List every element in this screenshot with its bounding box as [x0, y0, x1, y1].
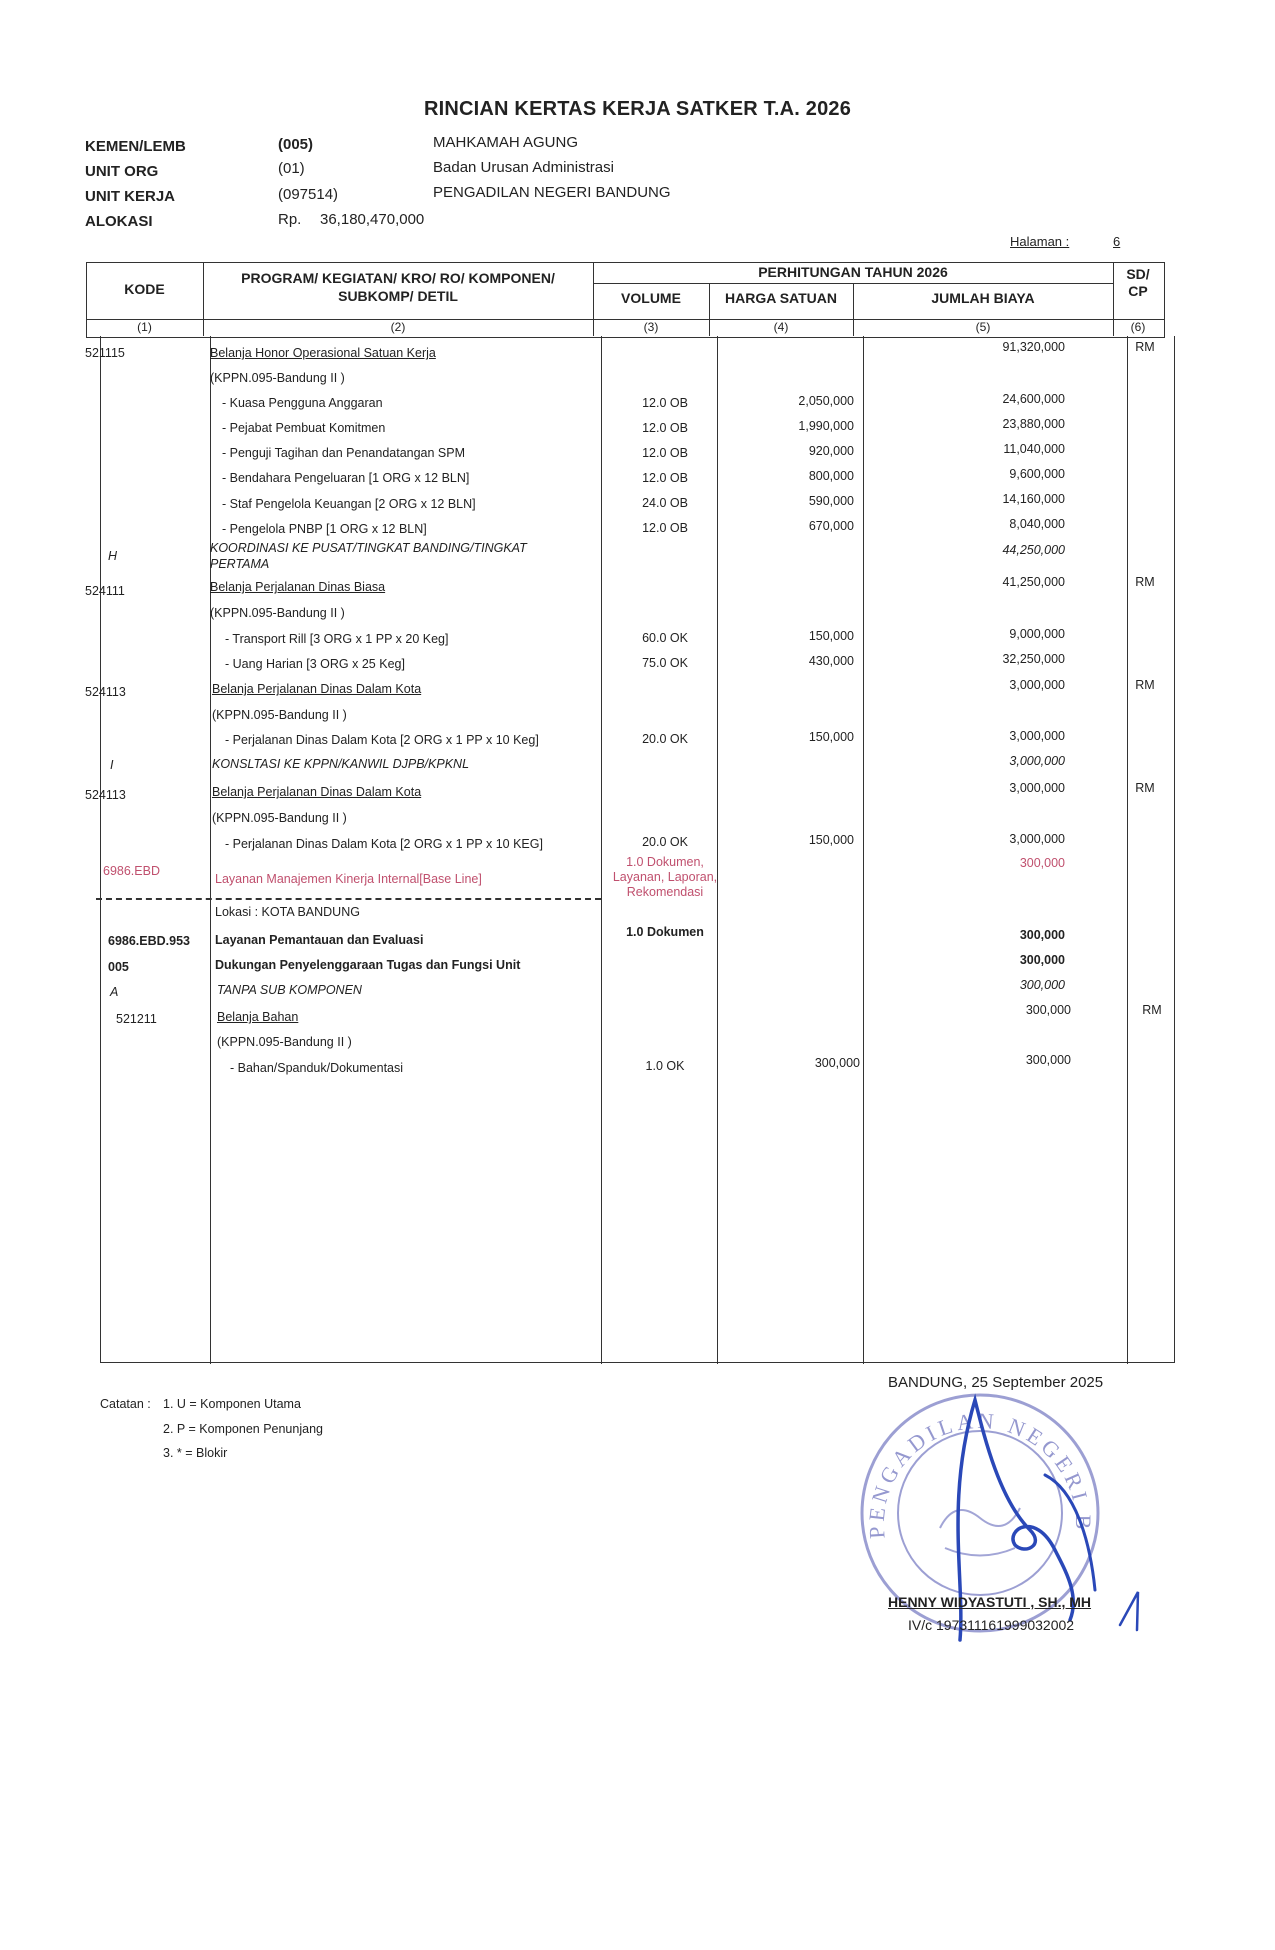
note-item-1: 1. U = Komponen Utama [163, 1397, 301, 1411]
col-number-5: (5) [975, 320, 991, 334]
signer-name: HENNY WIDYASTUTI , SH., MH [888, 1594, 1092, 1610]
row-5-vol: 12.0 OB [642, 446, 688, 460]
row-1-code: 521115 [85, 346, 125, 360]
row-21-total: 300,000 [1019, 856, 1065, 870]
row-28-vol: 1.0 OK [645, 1059, 685, 1073]
row-9-total: 44,250,000 [1002, 543, 1065, 557]
row-26-sd: RM [1142, 1003, 1162, 1017]
row-11-desc: (KPPN.095-Bandung II ) [210, 606, 345, 620]
row-9-desc: KOORDINASI KE PUSAT/TINGKAT BANDING/TINGKAT [210, 541, 527, 555]
row-4-vol: 12.0 OB [642, 421, 688, 435]
unit-kerja-value: PENGADILAN NEGERI BANDUNG [433, 184, 671, 201]
row-8-vol: 12.0 OB [642, 521, 688, 535]
row-17-total: 3,000,000 [1009, 754, 1065, 768]
col-harga-header: HARGA SATUAN [725, 290, 837, 306]
row-21-vol: 1.0 Dokumen, [626, 855, 704, 869]
row-3-total: 24,600,000 [1002, 392, 1065, 406]
row-5-desc: - Penguji Tagihan dan Penandatangan SPM [222, 446, 466, 460]
row-25-code: A [110, 985, 119, 999]
row-20-price: 150,000 [808, 833, 854, 847]
row-3-price: 2,050,000 [798, 394, 854, 408]
kemen-label: KEMEN/LEMB [85, 138, 186, 155]
col-program-header-2: SUBKOMP/ DETIL [338, 288, 458, 304]
alokasi-label: ALOKASI [85, 213, 153, 230]
row-23-code: 6986.EBD.953 [108, 934, 191, 948]
row-13-vol: 75.0 OK [642, 656, 688, 670]
row-7-desc: - Staf Pengelola Keuangan [2 ORG x 12 BLN] [222, 497, 476, 511]
row-27-desc: (KPPN.095-Bandung II ) [217, 1035, 352, 1049]
row-16-price: 150,000 [808, 730, 854, 744]
halaman-label: Halaman : [1010, 234, 1070, 249]
row-18-total: 3,000,000 [1009, 781, 1065, 795]
row-18-code: 524113 [85, 788, 126, 802]
row-14-total: 3,000,000 [1009, 678, 1065, 692]
row-7-price: 590,000 [808, 494, 854, 508]
row-6-price: 800,000 [808, 469, 854, 483]
row-21-code: 6986.EBD [103, 864, 160, 878]
row-10-sd: RM [1135, 575, 1155, 589]
row-5-total: 11,040,000 [1003, 442, 1065, 456]
row-12-price: 150,000 [808, 629, 854, 643]
row-17-code: I [110, 758, 114, 772]
unit-kerja-label: UNIT KERJA [85, 188, 176, 205]
col-perhitungan-header: PERHITUNGAN TAHUN 2026 [758, 264, 948, 280]
row-6-vol: 12.0 OB [642, 471, 688, 485]
row-8-total: 8,040,000 [1009, 517, 1065, 531]
col-jumlah-header: JUMLAH BIAYA [931, 290, 1035, 306]
row-3-vol: 12.0 OB [642, 396, 688, 410]
row-20-total: 3,000,000 [1009, 832, 1065, 846]
row-16-desc: - Perjalanan Dinas Dalam Kota [2 ORG x 1 PP x 10 Keg] [225, 733, 539, 747]
row-20-vol: 20.0 OK [642, 835, 688, 849]
unit-kerja-code: (097514) [278, 186, 339, 203]
col-number-6: (6) [1130, 320, 1146, 334]
row-3-desc: - Kuasa Pengguna Anggaran [222, 396, 383, 410]
row-16-vol: 20.0 OK [642, 732, 688, 746]
row-12-desc: - Transport Rill [3 ORG x 1 PP x 20 Keg] [225, 632, 449, 646]
row-2-desc: (KPPN.095-Bandung II ) [210, 371, 345, 385]
col-sd-header-1: SD/ [1126, 266, 1150, 282]
row-20-desc: - Perjalanan Dinas Dalam Kota [2 ORG x 1 PP x 10 KEG] [225, 837, 543, 851]
unit-org-label: UNIT ORG [85, 163, 159, 180]
kemen-value: MAHKAMAH AGUNG [433, 134, 579, 151]
col-number-1: (1) [137, 320, 152, 334]
row-4-desc: - Pejabat Pembuat Komitmen [222, 421, 386, 435]
row-26-code: 521211 [116, 1012, 157, 1026]
row-9-desc-2: PERTAMA [210, 557, 270, 571]
row-14-desc: Belanja Perjalanan Dinas Dalam Kota [212, 682, 422, 696]
col-program-header-1: PROGRAM/ KEGIATAN/ KRO/ RO/ KOMPONEN/ [241, 270, 555, 286]
row-6-desc: - Bendahara Pengeluaran [1 ORG x 12 BLN] [222, 471, 470, 485]
halaman-value: 6 [1113, 234, 1121, 249]
row-23-total: 300,000 [1019, 928, 1065, 942]
row-18-desc: Belanja Perjalanan Dinas Dalam Kota [212, 785, 422, 799]
row-28-total: 300,000 [1025, 1053, 1071, 1067]
section-separator [96, 898, 601, 900]
row-10-code: 524111 [85, 584, 125, 598]
row-1-sd: RM [1135, 340, 1155, 354]
unit-org-value: Badan Urusan Administrasi [433, 159, 614, 176]
row-4-total: 23,880,000 [1002, 417, 1065, 431]
row-26-total: 300,000 [1025, 1003, 1071, 1017]
alokasi-code: Rp. [278, 211, 302, 228]
row-21-vol-3: Rekomendasi [626, 885, 704, 899]
row-8-desc: - Pengelola PNBP [1 ORG x 12 BLN] [222, 522, 427, 536]
row-13-total: 32,250,000 [1002, 652, 1065, 666]
row-13-price: 430,000 [808, 654, 854, 668]
notes-label: Catatan : [100, 1397, 151, 1411]
row-10-desc: Belanja Perjalanan Dinas Biasa [210, 580, 386, 594]
row-16-total: 3,000,000 [1009, 729, 1065, 743]
row-4-price: 1,990,000 [798, 419, 854, 433]
unit-org-code: (01) [278, 160, 305, 177]
place-date: BANDUNG, 25 September 2025 [888, 1374, 1104, 1391]
signer-nip: IV/c 197311161999032002 [908, 1617, 1075, 1633]
row-19-desc: (KPPN.095-Bandung II ) [212, 811, 347, 825]
row-7-total: 14,160,000 [1002, 492, 1065, 506]
row-25-desc: TANPA SUB KOMPONEN [217, 983, 362, 997]
row-7-vol: 24.0 OB [642, 496, 688, 510]
alokasi-value: 36,180,470,000 [320, 211, 425, 228]
row-18-sd: RM [1135, 781, 1155, 795]
row-21-desc: Layanan Manajemen Kinerja Internal[Base Line] [215, 872, 482, 886]
row-5-price: 920,000 [808, 444, 854, 458]
row-12-vol: 60.0 OK [642, 631, 688, 645]
row-10-total: 41,250,000 [1002, 575, 1065, 589]
row-22-desc: Lokasi : KOTA BANDUNG [215, 905, 360, 919]
row-26-desc: Belanja Bahan [217, 1010, 299, 1024]
row-6-total: 9,600,000 [1009, 467, 1065, 481]
row-14-sd: RM [1135, 678, 1155, 692]
col-number-2: (2) [390, 320, 406, 334]
row-23-vol: 1.0 Dokumen [626, 925, 704, 939]
stamp-text: PENGADILAN NEGERI B [863, 1407, 1097, 1540]
row-23-desc: Layanan Pemantauan dan Evaluasi [215, 933, 424, 947]
col-number-3: (3) [643, 320, 659, 334]
row-12-total: 9,000,000 [1009, 627, 1065, 641]
row-9-code: H [108, 549, 118, 563]
row-8-price: 670,000 [808, 519, 854, 533]
document-title: RINCIAN KERTAS KERJA SATKER T.A. 2026 [423, 98, 852, 120]
col-volume-header: VOLUME [621, 290, 681, 306]
row-21-vol-2: Layanan, Laporan, [612, 870, 718, 884]
row-1-total: 91,320,000 [1002, 340, 1065, 354]
row-24-desc: Dukungan Penyelenggaraan Tugas dan Fungsi Unit [215, 958, 521, 972]
col-number-4: (4) [773, 320, 789, 334]
row-15-desc: (KPPN.095-Bandung II ) [212, 708, 347, 722]
row-1-desc: Belanja Honor Operasional Satuan Kerja [210, 346, 436, 360]
note-item-3: 3. * = Blokir [163, 1446, 228, 1460]
row-28-price: 300,000 [814, 1056, 860, 1070]
col-kode-header: KODE [124, 281, 165, 297]
row-14-code: 524113 [85, 685, 126, 699]
row-25-total: 300,000 [1019, 978, 1065, 992]
row-24-code: 005 [108, 960, 129, 974]
col-sd-header-2: CP [1128, 283, 1148, 299]
kemen-code: (005) [278, 136, 314, 153]
row-13-desc: - Uang Harian [3 ORG x 25 Keg] [225, 657, 405, 671]
note-item-2: 2. P = Komponen Penunjang [163, 1422, 323, 1436]
row-17-desc: KONSLTASI KE KPPN/KANWIL DJPB/KPKNL [212, 757, 470, 771]
row-28-desc: - Bahan/Spanduk/Dokumentasi [230, 1061, 404, 1075]
row-24-total: 300,000 [1019, 953, 1065, 967]
